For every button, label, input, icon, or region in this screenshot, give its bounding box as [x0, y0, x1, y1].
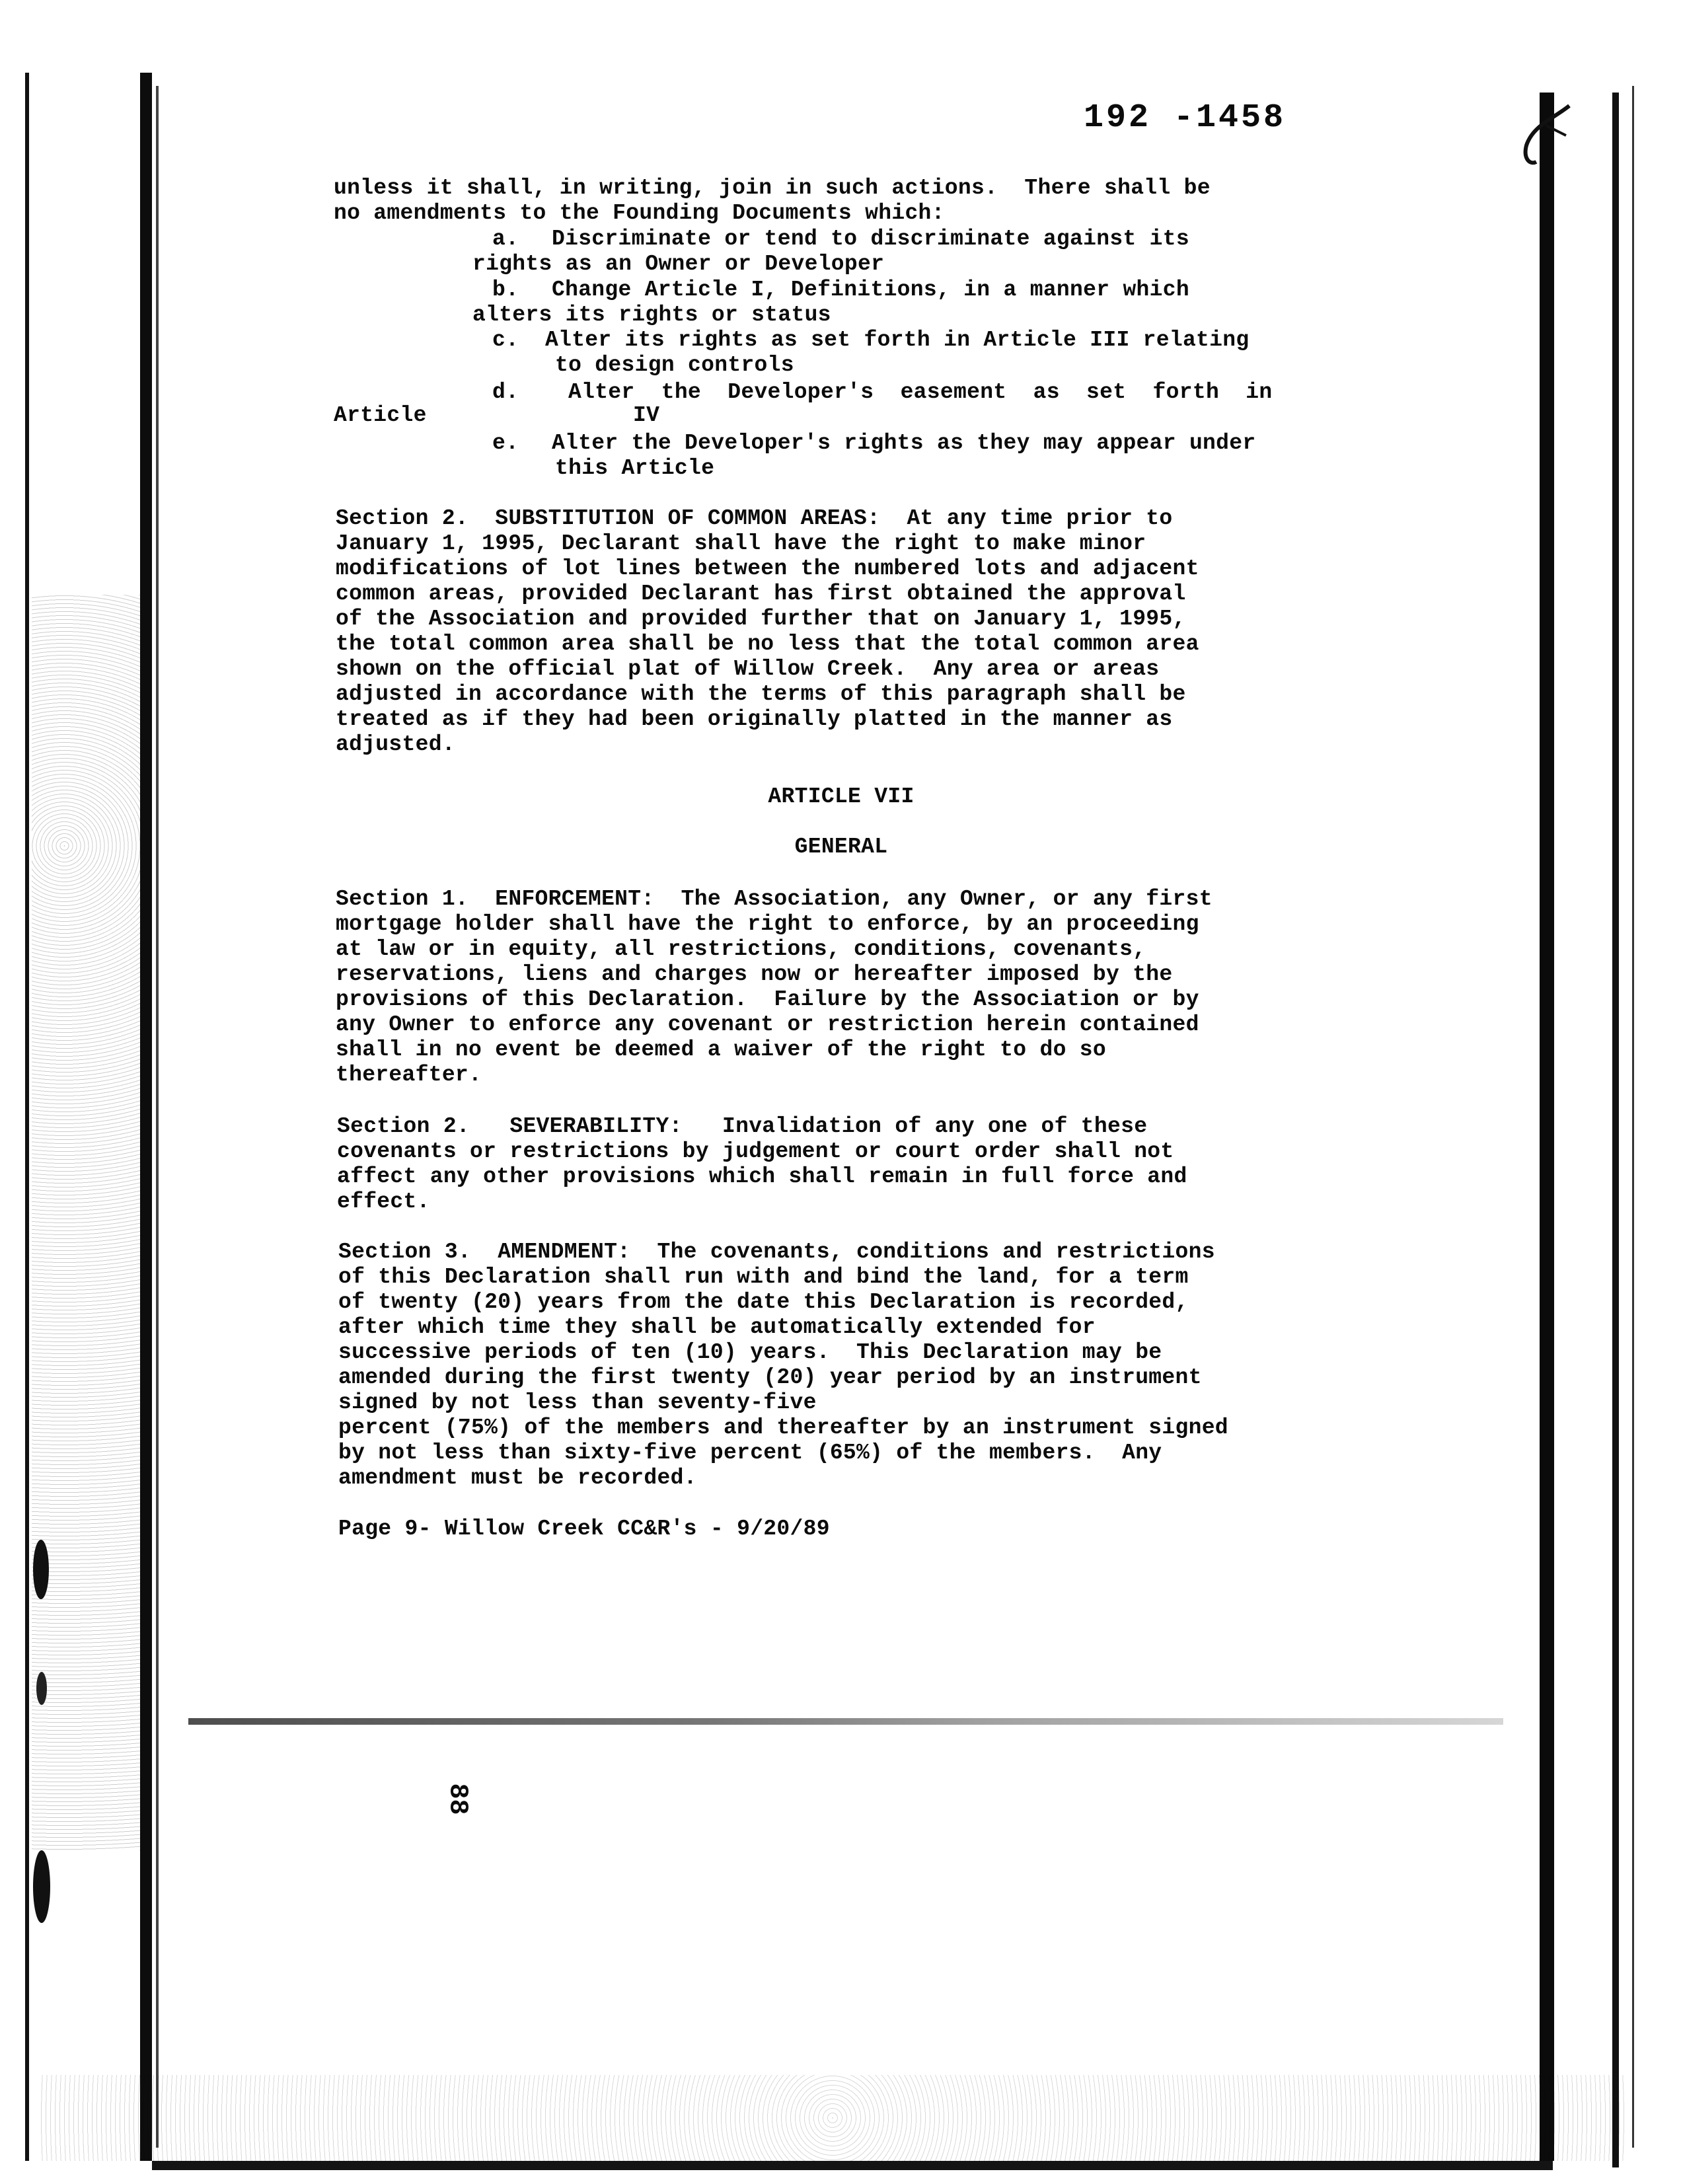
scan-noise-bottom	[40, 2075, 1625, 2161]
scan-edge-left-inner	[140, 73, 152, 2161]
paragraph-line: amendment must be recorded.	[338, 1466, 697, 1490]
paragraph-line: common areas, provided Declarant has first obtained the approval	[336, 582, 1186, 606]
scan-blot	[33, 1540, 49, 1599]
paragraph-line: Section 2. SUBSTITUTION OF COMMON AREAS: At any time prior to	[336, 506, 1173, 531]
paragraph-line: successive periods of ten (10) years. This Declaration may be	[338, 1340, 1162, 1365]
list-item-text: this Article	[555, 456, 715, 480]
intro-line: unless it shall, in writing, join in such actions. There shall be	[334, 176, 1211, 200]
paragraph-line: modifications of lot lines between the numbered lots and adjacent	[336, 556, 1199, 581]
paragraph-line: any Owner to enforce any covenant or restriction herein contained	[336, 1012, 1199, 1037]
page-number: 192 -1458	[1084, 99, 1287, 137]
list-item-text: alters its rights or status	[472, 303, 831, 327]
paragraph-line: percent (75%) of the members and thereafter by an instrument signed	[338, 1415, 1228, 1440]
paragraph-line: by not less than sixty-five percent (65%) of the members. Any	[338, 1441, 1162, 1465]
stray-handwritten-mark: 88	[442, 1783, 472, 1815]
paragraph-line: of this Declaration shall run with and bind the land, for a term	[338, 1265, 1189, 1289]
paragraph-line: shall in no event be deemed a waiver of the right to do so	[336, 1037, 1106, 1062]
list-item-text: Alter the Developer's easement as set forth in	[568, 380, 1273, 404]
paragraph-line: shown on the official plat of Willow Creek. Any area or areas	[336, 657, 1160, 681]
list-item-label: e.	[492, 431, 519, 455]
scan-edge-right-thin	[1632, 86, 1634, 2148]
list-item-label: a.	[492, 227, 519, 251]
paragraph-line: Section 2. SEVERABILITY: Invalidation of any one of these	[337, 1114, 1148, 1139]
paragraph-line: January 1, 1995, Declarant shall have the right to make minor	[336, 531, 1146, 556]
paragraph-line: covenants or restrictions by judgement or court order shall not	[337, 1139, 1174, 1164]
list-item-text: Change Article I, Definitions, in a manner which	[552, 278, 1189, 302]
scan-edge-right-inner	[1540, 93, 1554, 2161]
paragraph-line: adjusted in accordance with the terms of this paragraph shall be	[336, 682, 1186, 706]
list-item-text: Alter its rights as set forth in Article III relating	[545, 328, 1250, 352]
article-subheading: GENERAL	[794, 835, 888, 859]
scan-bottom-edge	[152, 2161, 1553, 2170]
intro-line: no amendments to the Founding Documents which:	[334, 201, 945, 225]
list-item-text: to design controls	[555, 353, 794, 377]
page-fold-line	[188, 1718, 1503, 1725]
paragraph-line: Section 3. AMENDMENT: The covenants, conditions and restrictions	[338, 1240, 1215, 1264]
paragraph-line: treated as if they had been originally platted in the manner as	[336, 707, 1173, 732]
list-item-label: b.	[492, 278, 519, 302]
list-item-label: d.	[492, 380, 519, 404]
paragraph-line: affect any other provisions which shall remain in full force and	[337, 1164, 1187, 1189]
scan-blot	[33, 1850, 50, 1923]
list-item-text: Discriminate or tend to discriminate against its	[552, 227, 1189, 251]
list-item-text: Alter the Developer's rights as they may appear under	[552, 431, 1256, 455]
paragraph-line: adjusted.	[336, 732, 455, 757]
list-item-prefix: Article	[334, 403, 427, 428]
paragraph-line: amended during the first twenty (20) year period by an instrument	[338, 1365, 1202, 1390]
page-footer: Page 9- Willow Creek CC&R's - 9/20/89	[338, 1517, 830, 1541]
paragraph-line: effect.	[337, 1189, 430, 1214]
scan-noise-left	[32, 595, 141, 1850]
paragraph-line: thereafter.	[336, 1063, 482, 1087]
scan-blot	[36, 1672, 47, 1705]
article-heading: ARTICLE VII	[768, 784, 915, 809]
paragraph-line: provisions of this Declaration. Failure by the Association or by	[336, 987, 1199, 1012]
list-item-label: c.	[492, 328, 519, 352]
paragraph-line: of twenty (20) years from the date this Declaration is recorded,	[338, 1290, 1189, 1314]
list-item-text: IV	[633, 403, 660, 428]
paragraph-line: Section 1. ENFORCEMENT: The Association, any Owner, or any first	[336, 887, 1213, 911]
scan-edge-left-outer	[25, 73, 29, 2161]
paragraph-line: of the Association and provided further that on January 1, 1995,	[336, 607, 1186, 631]
paragraph-line: signed by not less than seventy-five	[338, 1390, 817, 1415]
paragraph-line: reservations, liens and charges now or hereafter imposed by the	[336, 962, 1173, 987]
scan-edge-right-outer	[1612, 93, 1619, 2167]
paragraph-line: at law or in equity, all restrictions, conditions, covenants,	[336, 937, 1146, 961]
paragraph-line: the total common area shall be no less that the total common area	[336, 632, 1199, 656]
scan-edge-left-shadow	[156, 86, 159, 2148]
paragraph-line: after which time they shall be automatically extended for	[338, 1315, 1096, 1339]
list-item-text: rights as an Owner or Developer	[472, 252, 885, 276]
paragraph-line: mortgage holder shall have the right to enforce, by an proceeding	[336, 912, 1199, 936]
staple-mark-icon	[1507, 99, 1579, 178]
